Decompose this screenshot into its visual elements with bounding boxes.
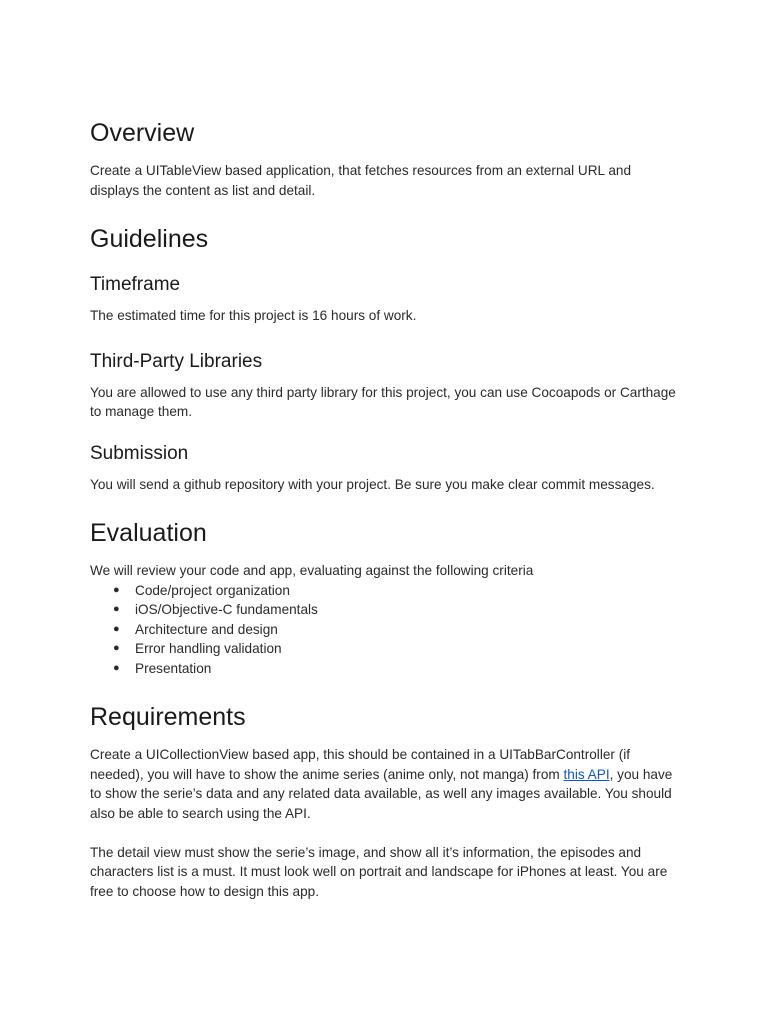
timeframe-text: The estimated time for this project is 16 hours of work. — [90, 308, 417, 323]
bullet-icon: ● — [113, 583, 120, 596]
list-item — [90, 620, 680, 640]
overview-heading: Overview — [90, 119, 195, 147]
third-party-heading: Third-Party Libraries — [90, 350, 263, 372]
list-item-label: Architecture and design — [135, 621, 278, 637]
document-page — [90, 118, 680, 901]
third-party-text: You are allowed to use any third party library for this project, you can use Cocoapods or Carthage to manage them. — [90, 384, 676, 419]
list-item — [90, 600, 680, 620]
timeframe-heading: Timeframe — [90, 274, 181, 295]
evaluation-criteria-list — [90, 581, 680, 679]
bullet-icon: ● — [113, 661, 120, 674]
bullet-icon: ● — [113, 603, 120, 615]
requirements-heading: Requirements — [90, 703, 246, 731]
list-item-label: Presentation — [135, 660, 212, 676]
list-item — [90, 659, 680, 679]
requirements-paragraph-2: The detail view must show the serie’s image, and show all it’s information, the episodes and characters list is a must. It must look well on portrait and landscape for iPhones at least. You are free to choose how to design this app. — [90, 844, 668, 899]
list-item-label: Code/project organization — [135, 582, 290, 598]
evaluation-intro: We will review your code and app, evaluating against the following criteria — [90, 563, 534, 578]
overview-text: Create a UITableView based application, that fetches resources from an external URL and displays the content as list and detail. — [90, 163, 632, 198]
bullet-icon: ● — [113, 642, 120, 654]
requirements-text-after-link: , you have to show the serie’s data and any related data available, as well any images available. You should also be able to search using the API. — [90, 766, 673, 821]
list-item-label: iOS/Objective-C fundamentals — [135, 602, 318, 617]
list-item — [90, 581, 680, 601]
requirements-paragraph-1 — [90, 745, 680, 823]
requirements-text-before-link: Create a UICollectionView based app, this should be contained in a UITabBarController (if needed), you will have to show the anime series (anime only, not manga) from — [90, 747, 631, 782]
bullet-icon: ● — [113, 622, 120, 635]
submission-heading: Submission — [90, 442, 189, 464]
list-item-label: Error handling validation — [135, 641, 282, 656]
api-link[interactable]: this API — [563, 766, 610, 782]
list-item — [90, 639, 680, 659]
evaluation-heading: Evaluation — [90, 519, 207, 547]
guidelines-heading: Guidelines — [90, 225, 209, 253]
submission-text: You will send a github repository with your project. Be sure you make clear commit messages. — [90, 476, 655, 492]
